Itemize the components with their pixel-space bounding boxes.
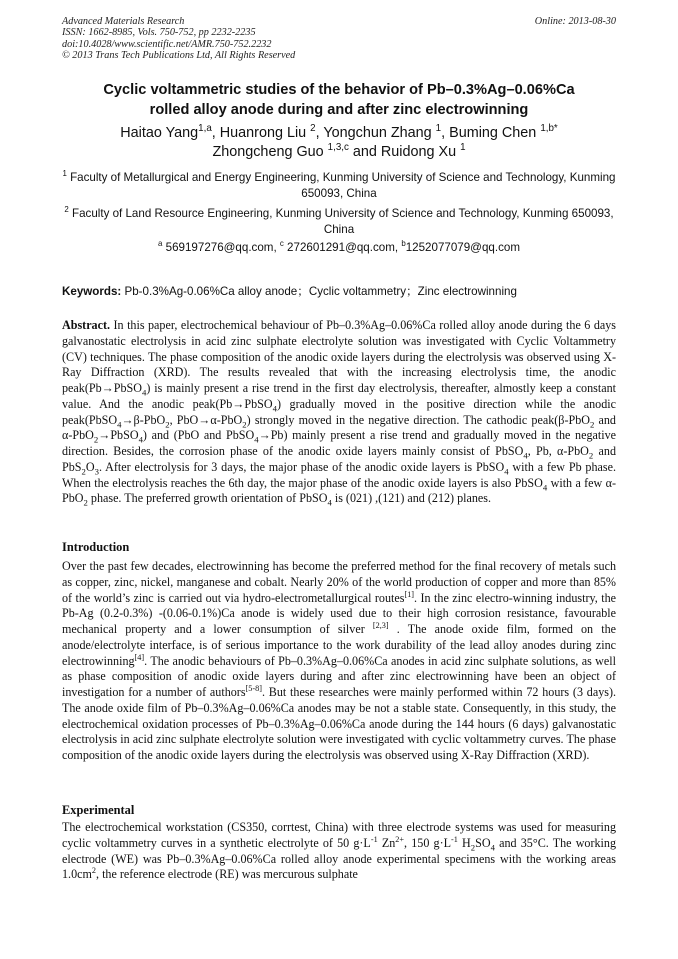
subscript: 4 (523, 450, 528, 461)
exp-text: The electrochemical workstation (CS350, corrtest, China) with three electrode systems was used for measuring cyclic voltammetry curves in a synthetic electrolyte of 50 g·L (62, 820, 616, 850)
subscript: 2 (81, 466, 86, 477)
issn-line: ISSN: 1662-8985, Vols. 750-752, pp 2232-2235 (62, 27, 256, 39)
email-mark: a (158, 239, 163, 249)
exp-text: Zn (377, 835, 396, 850)
abstract-text: is (021) ,(121) and (212) planes. (331, 491, 492, 506)
intro-text: . The anode oxide film, formed on the anode/electrolyte interface, is of serious importance to the work durability of the lead alloy anodes during zinc electrowinning (62, 622, 616, 668)
abstract-text: ) strongly moved in the negative direction. The cathodic peak(β-PbO (246, 412, 590, 427)
email-mark: b (401, 239, 406, 249)
superscript: -1 (370, 834, 378, 844)
abstract (62, 318, 616, 507)
abstract-text: with a few α-PbO (62, 475, 616, 506)
author-name: and Ruidong Xu (348, 144, 461, 160)
affiliation-number: 1 (62, 169, 67, 179)
paper-title (62, 80, 616, 120)
abstract-text: , PbO→α-PbO (169, 412, 243, 427)
copyright-line: © 2013 Trans Tech Publications Ltd, All Rights Reserved (62, 50, 296, 62)
journal-header (62, 16, 616, 62)
author-name: , Buming Chen (441, 125, 541, 141)
subscript: 2 (93, 434, 99, 445)
author-affiliation-mark: 1 (460, 142, 466, 154)
email-link[interactable]: 569197276@qq.com, (162, 241, 280, 254)
abstract-text: , Pb, α-PbO (527, 444, 589, 458)
introduction-heading: Introduction (62, 540, 130, 554)
citation-ref[interactable]: [2,3] (372, 620, 389, 630)
experimental-paragraph (62, 820, 616, 883)
author-line-2 (62, 143, 616, 162)
affiliation-1 (62, 170, 616, 201)
abstract-text: . After electrolysis for 3 days, the major phase of the anodic oxide layers is PbSO (98, 459, 505, 474)
keywords (62, 284, 616, 299)
journal-name: Advanced Materials Research (62, 16, 185, 27)
subscript: 2 (470, 842, 476, 853)
abstract-label: Abstract. (62, 318, 111, 332)
subscript: 3 (94, 466, 99, 477)
author-affiliation-mark: 1 (435, 123, 442, 135)
author-name: Haitao Yang (120, 125, 199, 141)
email-line (62, 240, 616, 256)
affiliation-text: Faculty of Metallurgical and Energy Engineering, Kunming University of Science and Technology, Kunming 650093, China (66, 171, 616, 200)
subscript: 4 (117, 418, 122, 429)
intro-text: . The anodic behaviours of Pb–0.3%Ag–0.06%Ca anodes in acid zinc sulphate solutions, as well as phase composition of anodic oxide layers during and after zinc electrowinning have been an object of investigation for a number of authors (62, 653, 616, 699)
exp-text: , the reference electrode (RE) was mercurous sulphate (96, 867, 358, 882)
subscript: 4 (542, 481, 548, 492)
citation-ref[interactable]: [4] (134, 652, 145, 662)
exp-text: and 35°C. The working electrode (WE) was Pb–0.3%Ag–0.06%Ca rolled alloy anode experimental specimens with the working areas 1.0cm (62, 835, 617, 882)
abstract-text: and α-PbO (62, 412, 616, 443)
email-mark: c (279, 239, 284, 249)
intro-text: Over the past few decades, electrowinning has become the preferred method for the final recovery of metals such as copper, zinc, nickel, manganese and cobalt. Nearly 20% of the world production of copper and more than 85% of the world’s zinc is carried out via hydro-electrometallurgical routes (62, 559, 616, 605)
title-line-2: rolled alloy anode during and after zinc electrowinning (149, 102, 529, 118)
abstract-text: →PbSO (98, 428, 139, 443)
keywords-text: Pb-0.3%Ag-0.06%Ca alloy anode；Cyclic voltammetry；Zinc electrowinning (121, 285, 517, 298)
abstract-text: →Pb) mainly present a rise trend and gradually moved in the negative direction. Besides, the corrosion phase of the anodic oxide layers mainly consist of PbSO (62, 428, 616, 458)
subscript: 4 (141, 387, 147, 398)
abstract-text: →β-PbO (121, 412, 166, 427)
author-name: Zhongcheng Guo (212, 144, 328, 160)
author-name: , Huanrong Liu (211, 125, 311, 141)
abstract-text: In this paper, electrochemical behaviour of Pb–0.3%Ag–0.06%Ca rolled alloy anode during the 6 days galvanostatic electrolysis in acid zinc sulphate electrolyte solution was investigated with Cyclic Voltammetry (CV) techniques. The phase composition of the anodic oxide layers during the electrolysis was observed using X-Ray Diffraction (XRD). The results revealed that with the increasing electrolysis time, the anodic peak(Pb→PbSO (62, 318, 616, 395)
abstract-text: ) gradually moved in the positive direction while the anodic peak(PbSO (62, 396, 616, 427)
citation-ref[interactable]: [1] (404, 589, 415, 599)
author-affiliation-mark: 2 (310, 123, 316, 135)
citation-ref[interactable]: [5-8] (245, 683, 262, 693)
author-affiliation-mark: 1,b* (540, 123, 558, 135)
exp-text: , 150 g·L (404, 835, 452, 850)
online-date: Online: 2013-08-30 (534, 16, 616, 27)
author-affiliation-mark: 1,3,c (327, 142, 349, 154)
author-name: , Yongchun Zhang (315, 125, 436, 141)
subscript: 2 (589, 418, 595, 429)
superscript: 2 (91, 866, 97, 876)
subscript: 4 (138, 434, 143, 445)
subscript: 2 (588, 450, 594, 461)
subscript: 2 (165, 418, 170, 429)
abstract-text: and PbS (62, 444, 616, 474)
email-link[interactable]: 1252077079@qq.com (405, 241, 520, 254)
subscript: 2 (83, 497, 88, 508)
subscript: 2 (242, 418, 247, 429)
abstract-text: O (85, 459, 95, 474)
subscript: 4 (490, 842, 495, 853)
subscript: 4 (254, 434, 259, 445)
affiliation-2 (62, 206, 616, 237)
email-link[interactable]: 272601291@qq.com, (283, 241, 402, 254)
title-line-1: Cyclic voltammetric studies of the behavior of Pb–0.3%Ag–0.06%Ca (103, 82, 575, 98)
author-list (62, 124, 616, 162)
intro-text: . But these researches were mainly performed within 72 hours (3 days). The anode oxide film of Pb–0.3%Ag–0.06%Ca anodes may be not a stable state. Consequently, in this study, the electrochemical oxidation processes of Pb–0.3%Ag–0.06%Ca anode during the 144 hours (6 days) galvanostatic electrolysis in acid zinc sulphate electrolyte solution were investigated with cyclic voltammetry curves. The phase composition of the anodic oxide layers during the electrolysis was observed using X-Ray Diffraction (XRD). (62, 685, 616, 762)
author-line-1 (62, 124, 616, 143)
introduction-paragraph (62, 559, 616, 764)
exp-text: H (457, 835, 471, 850)
author-affiliation-mark: 1,a (198, 123, 212, 135)
subscript: 4 (327, 497, 332, 508)
doi-line: doi:10.4028/www.scientific.net/AMR.750-752.2232 (62, 38, 272, 50)
abstract-text: ) and (PbO and PbSO (142, 428, 255, 443)
superscript: -1 (451, 834, 458, 844)
intro-text: . In the zinc electro-winning industry, the Pb-Ag (0.2-0.3%) -(0.06-0.1%)Ca anode is widely used due to their high corrosion resistance, favourable mechanical property and a lower consumption of silver (62, 590, 616, 636)
abstract-text: phase. The preferred growth orientation of PbSO (87, 491, 328, 506)
keywords-label: Keywords: (62, 285, 122, 298)
abstract-text: with a few Pb phase. When the electrolysis reaches the 6th day, the major phase of the anodic oxide layers is also PbSO (62, 459, 616, 490)
experimental-heading: Experimental (62, 803, 135, 817)
affiliation-number: 2 (64, 205, 69, 215)
subscript: 4 (272, 403, 277, 414)
exp-text: SO (475, 835, 491, 850)
superscript: 2+ (395, 834, 405, 844)
abstract-text: ) is mainly present a rise trend in the first day electrolysis, thereafter, almostly keep a constant value. And the anodic peak(Pb→PbSO (62, 381, 616, 411)
affiliation-text: Faculty of Land Resource Engineering, Kunming University of Science and Technology, Kunming 650093, China (68, 207, 614, 236)
subscript: 4 (504, 466, 509, 477)
